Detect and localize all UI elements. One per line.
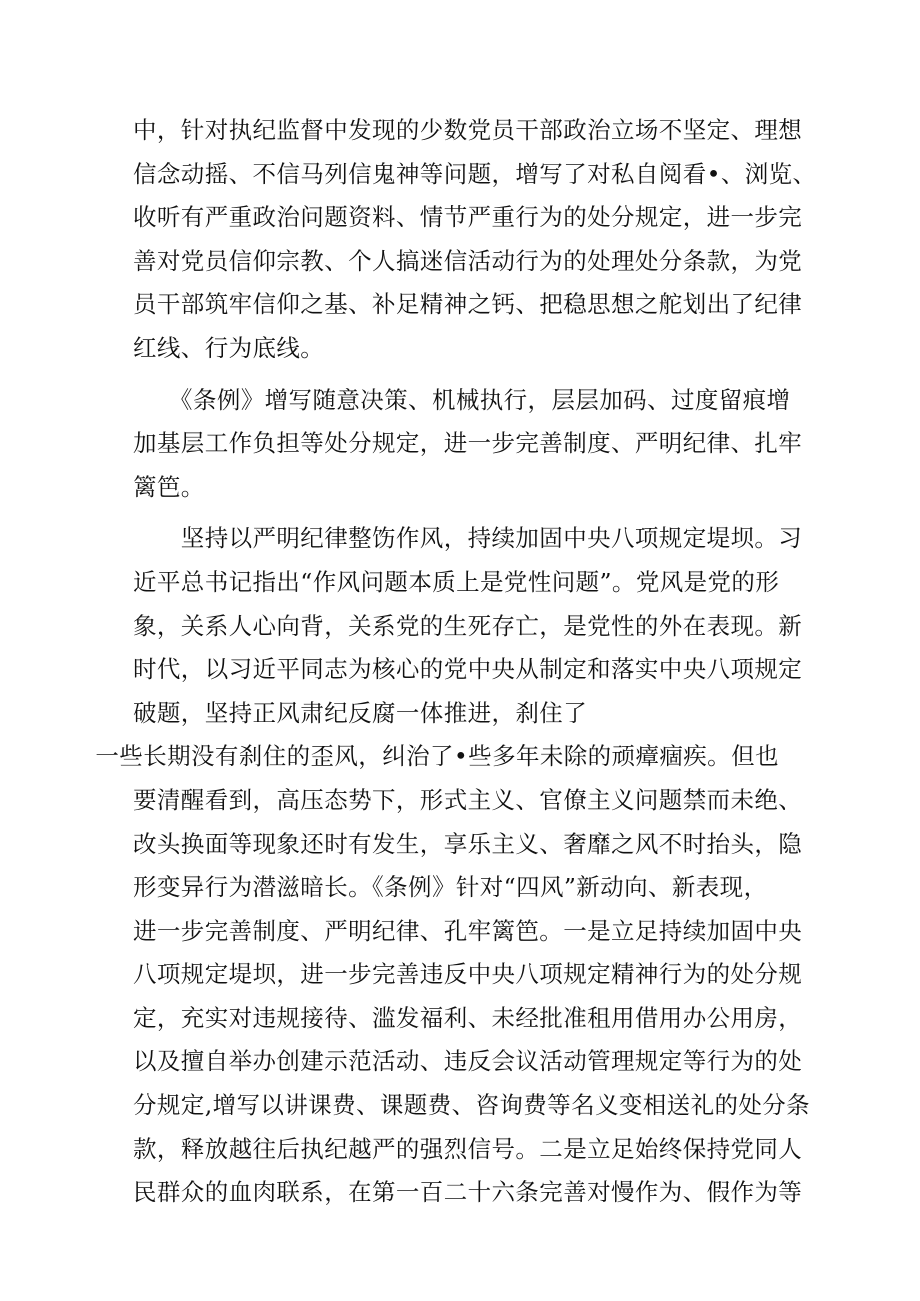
text-line: 近平总书记指出“作风问题本质上是党性问题”。党风是党的形 (133, 567, 780, 596)
text-line: 分规定,增写以讲课费、课题费、咨询费等名义变相送礼的处分条 (133, 1091, 811, 1120)
text-line: 红线、行为底线。 (133, 333, 325, 362)
paragraph-gap (133, 509, 830, 517)
text-line: 一些长期没有刹住的歪风，纠治了•些多年未除的顽瘴痼疾。但也 (95, 742, 779, 771)
text-line: 以及擅自举办创建示范活动、违反会议活动管理规定等行为的处 (133, 1047, 803, 1076)
text-line: 象，关系人心向背，关系党的生死存亡，是党性的外在表现。新 (133, 611, 803, 640)
text-line: 要清醒看到，高压态势下，形式主义、官僚主义问题禁而未绝、 (133, 785, 803, 814)
text-line: 信念动摇、不信马列信鬼神等问题，增写了对私自阅看•、浏览、 (133, 159, 817, 188)
text-line: 篱笆。 (133, 472, 205, 501)
text-line: 《条例》增写随意决策、机械执行，层层加码、过度留痕增 (133, 385, 791, 414)
text-line: 定，充实对违规接待、滥发福利、未经批准租用借用办公用房， (133, 1003, 803, 1032)
paragraph-2 (133, 379, 830, 510)
text-line: 时代，以习近平同志为核心的党中央从制定和落实中央八项规定 (133, 655, 803, 684)
paragraph-3 (95, 517, 830, 1215)
text-line: 破题，坚持正风肃纪反腐一体推进，刹住了 (133, 698, 588, 727)
text-line: 进一步完善制度、严明纪律、孔牢篱笆。一是立足持续加固中央 (133, 916, 803, 945)
text-line: 八项规定堤坝，进一步完善违反中央八项规定精神行为的处分规 (133, 960, 803, 989)
text-line: 民群众的血肉联系，在第一百二十六条完善对慢作为、假作为等 (133, 1178, 803, 1207)
text-line: 改头换面等现象还时有发生，享乐主义、奢靡之风不时抬头，隐 (133, 829, 803, 858)
paragraph-1 (133, 109, 830, 371)
text-line: 员干部筑牢信仰之基、补足精神之钙、把稳思想之舵划出了纪律 (133, 290, 803, 319)
text-line: 中，针对执纪监督中发现的少数党员干部政治立场不坚定、理想 (133, 116, 803, 144)
paragraph-gap (133, 371, 830, 379)
text-line: 坚持以严明纪律整饬作风，持续加固中央八项规定堤坝。习 (133, 524, 803, 553)
text-line: 款，释放越往后执纪越严的强烈信号。二是立足始终保持党同人 (133, 1134, 803, 1163)
text-line: 形变异行为潜滋暗长。《条例》针对“四风”新动向、新表现， (133, 873, 768, 902)
text-line: 收听有严重政治问题资料、情节严重行为的处分规定，进一步完 (133, 203, 803, 232)
text-line: 加基层工作负担等处分规定，进一步完善制度、严明纪律、扎牢 (133, 429, 803, 458)
text-line: 善对党员信仰宗教、个人搞迷信活动行为的处理处分条款，为党 (133, 246, 803, 275)
